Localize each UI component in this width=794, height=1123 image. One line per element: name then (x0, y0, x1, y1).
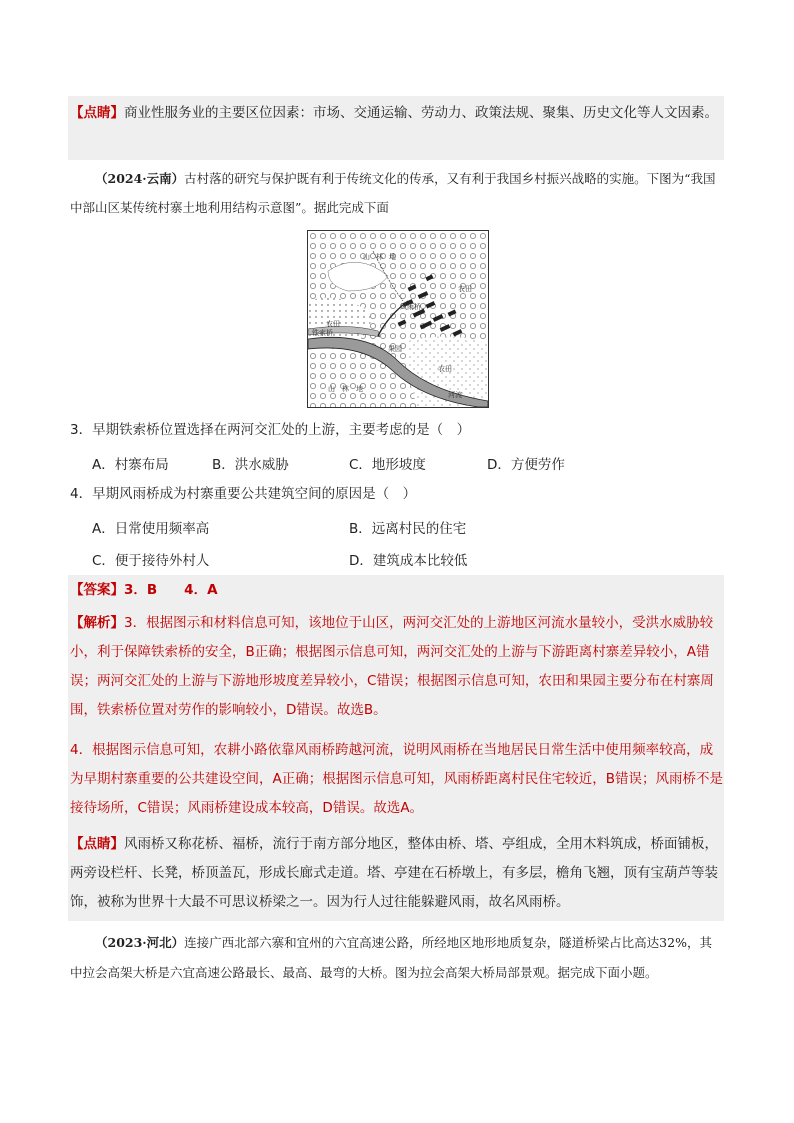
q4-option-c: C．便于接待外村人 (92, 553, 210, 569)
q4-option-b: B．远离村民的住宅 (349, 521, 467, 537)
answer-tag: 【答案】 (70, 582, 124, 598)
note-2-text: 风雨桥又称花桥、福桥，流行于南方部分地区，整体由桥、塔、亭组成，全用木料筑成，桥面铺板，两旁设栏杆、长凳，桥顶盖瓦，形成长廊式走道。塔、亭建在石桥墩上，有多层，檐角飞翘，顶有宝葫芦等装饰，被称为世界十大最不可思议桥梁之一。因为行人过往能躲避风雨，故名风雨桥。 (70, 836, 718, 910)
q4-option-d: D．建筑成本比较低 (349, 553, 468, 569)
q3-option-a: A．村寨布局 (92, 457, 169, 473)
question-source-2: （2023·河北） (95, 935, 185, 950)
map-label-farmland-3: 农田 (438, 365, 452, 373)
q3-option-b: B．洪水威胁 (212, 457, 289, 473)
map-label-land: 地 (389, 253, 396, 261)
map-label-farmland-2: 农田 (458, 285, 472, 293)
map-label-farmland-1: 农田 (326, 320, 340, 328)
analysis-tag: 【解析】 (70, 615, 124, 631)
note-text: 商业性服务业的主要区位因素：市场、交通运输、劳动力、政策法规、聚集、历史文化等人文因素。 (124, 105, 718, 121)
q4-option-a: A．日常使用频率高 (92, 521, 210, 537)
village-land-use-map (307, 230, 489, 408)
map-label-iron-chain-bridge: 铁索桥 (312, 329, 333, 337)
intro-2-text: 连接广西北部六寨和宜州的六宜高速公路，所经地区地形地质复杂，隧道桥梁占比高达32%，其中拉会高架大桥是六宜高速公路最长、最高、最弯的大桥。图为拉会高架大桥局部景观。据完成下面小题。 (70, 935, 712, 980)
map-label-land-2: 地 (356, 385, 363, 393)
map-label-river: 河流 (448, 391, 462, 399)
question-source: （2024·云南） (95, 171, 185, 186)
map-label-forest-2: 林 (342, 385, 349, 393)
question-intro-2 (70, 928, 724, 988)
analysis-3 (70, 609, 724, 725)
q3-option-c: C．地形坡度 (349, 457, 426, 473)
question-4-stem: 4．早期风雨桥成为村寨重要公共建筑空间的原因是（ ） (70, 486, 417, 502)
q3-option-d: D．方便劳作 (487, 457, 565, 473)
question-intro-1 (70, 164, 724, 222)
answer-text: 3．B 4．A (124, 582, 218, 598)
note-2-tag: 【点睛】 (70, 836, 124, 852)
analysis-3-text: 3．根据图示和材料信息可知，该地位于山区，两河交汇处的上游地区河流水量较小，受洪水威胁较小，利于保障铁索桥的安全，B正确；根据图示信息可知，两河交汇处的上游与下游距离村寨差异较小，A错误；两河交汇处的上游与下游地形坡度差异较小，C错误；根据图示信息可知，农田和果园主要分布在村寨周围，铁索桥位置对劳作的影响较小，D错误。故选B。 (70, 615, 714, 718)
map-label-mountain: 山 (363, 253, 370, 261)
note-block-1 (70, 99, 724, 128)
note-tag: 【点睛】 (70, 105, 124, 121)
analysis-4: 4．根据图示信息可知，农耕小路依靠风雨桥跨越河流，说明风雨桥在当地居民日常生活中使用频率较高，成为早期村寨重要的公共建设空间，A正确；根据图示信息可知，风雨桥距离村民住宅较近，B错误；风雨桥不是接待场所，C错误；风雨桥建设成本较高，D错误。故选A。 (70, 742, 723, 816)
note-block-2 (70, 830, 724, 917)
question-3-stem: 3．早期铁索桥位置选择在两河交汇处的上游，主要考虑的是（ ） (70, 422, 471, 438)
map-label-mountain-2: 山 (328, 385, 335, 393)
map-label-wind-rain-bridge: 风雨桥 (400, 303, 421, 311)
answer-line (70, 576, 724, 605)
map-label-orchard: 果园 (388, 345, 402, 353)
intro-text: 古村落的研究与保护既有利于传统文化的传承，又有利于我国乡村振兴战略的实施。下图为“我国中部山区某传统村寨土地利用结构示意图”。据此完成下面 (70, 171, 716, 215)
map-label-forest: 林 (376, 253, 383, 261)
